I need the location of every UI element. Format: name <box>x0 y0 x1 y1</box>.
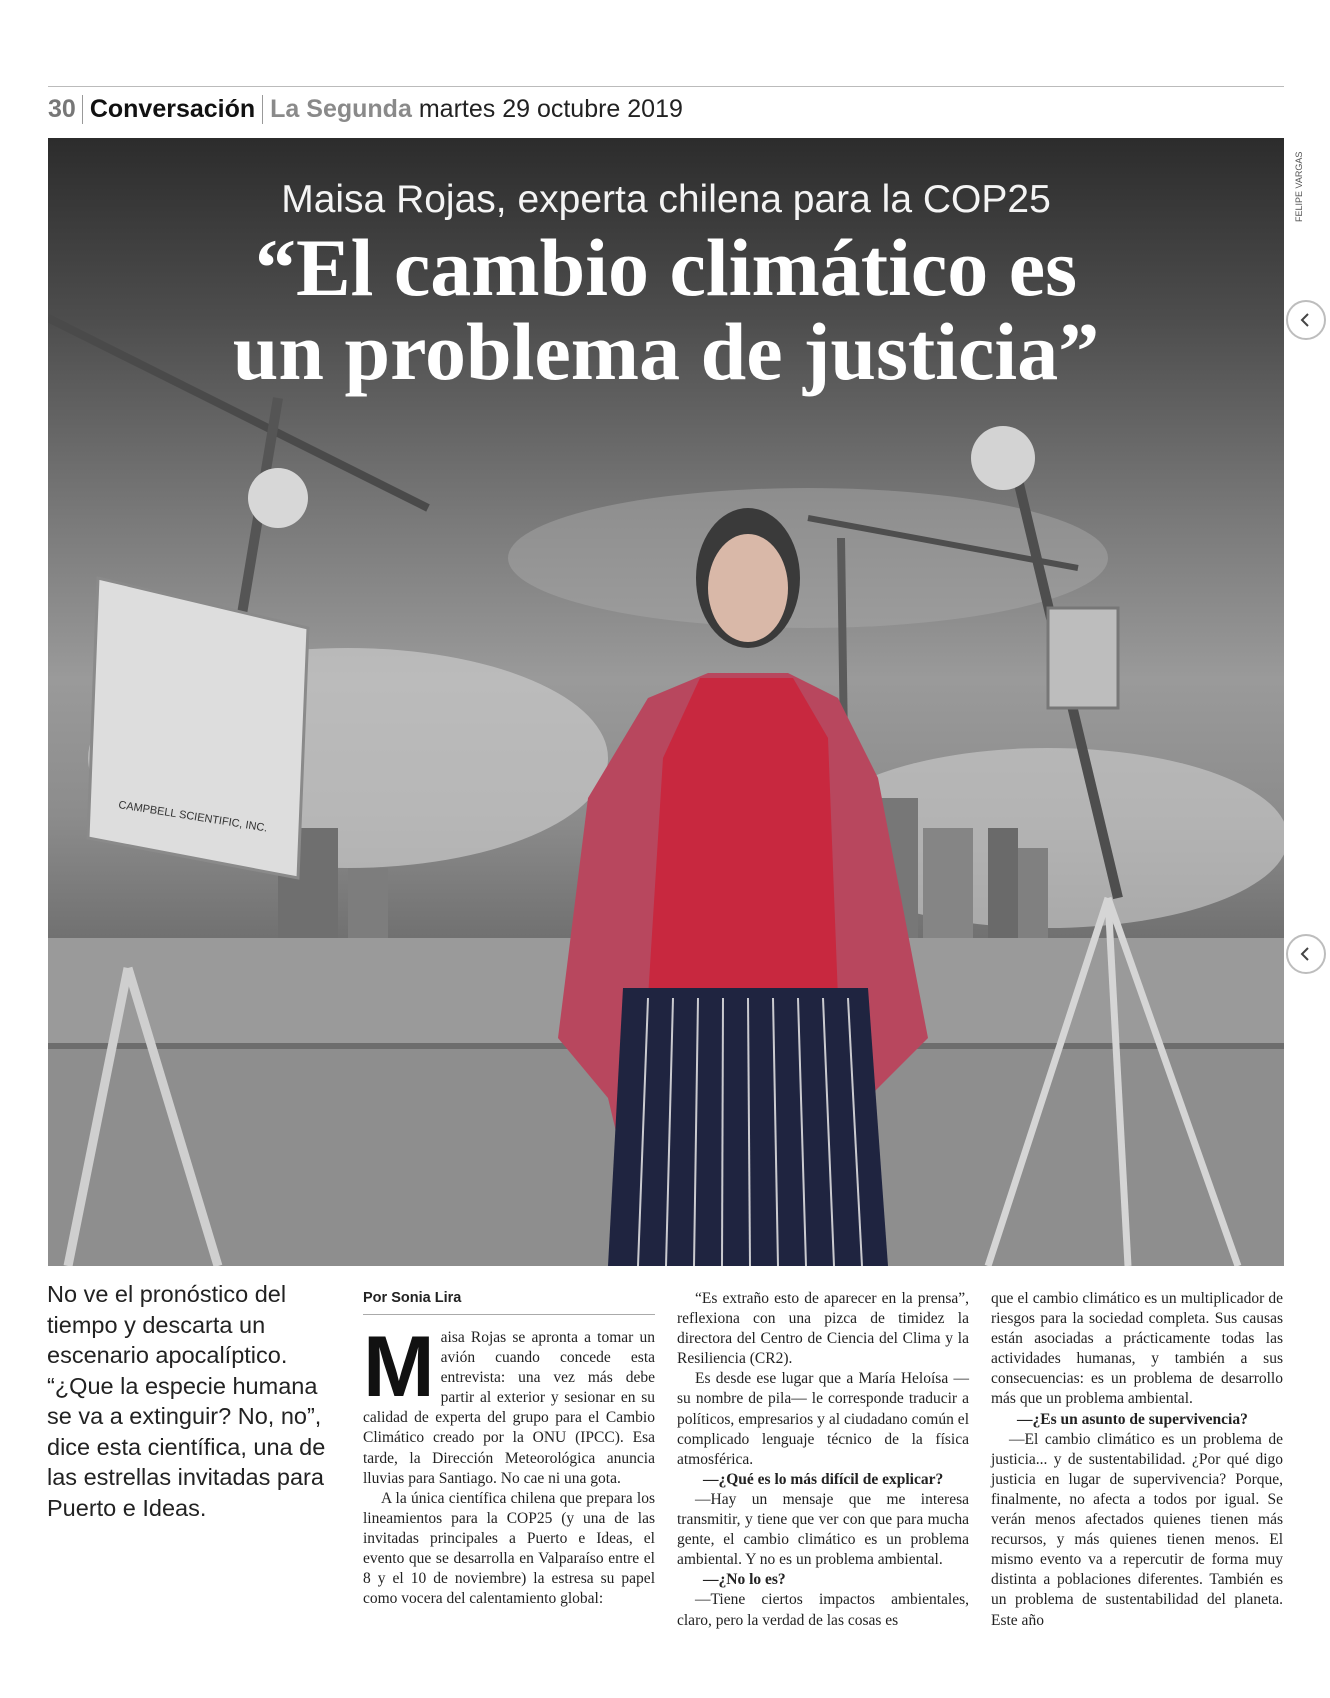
paragraph: —El cambio climático es un problema de justicia... y de sustentabilidad. ¿Por qué digo justicia en lugar de supervivencia? Porque, finalmente, no afecta a todos por igual. Se verán menos afectados quienes tienen más recursos, y más quienes tienen menos. El mismo evento va a repercutir de forma muy distinta a poblaciones diferentes. También es un problema de sustentabilidad del planeta. Este año <box>991 1430 1283 1629</box>
chevron-left-icon <box>1298 946 1314 962</box>
interview-question: —¿Es un asunto de supervivencia? <box>1017 1410 1248 1428</box>
paragraph: “Es extraño esto de aparecer en la prensa”, reflexiona con una pizca de timidez la directora del Centro de Ciencia del Clima y la Resiliencia (CR2). <box>677 1290 969 1368</box>
article-column-1 <box>363 1319 655 1609</box>
article-byline: Por Sonia Lira <box>363 1290 655 1315</box>
page-header <box>48 92 683 126</box>
paragraph: —Tiene ciertos impactos ambientales, claro, pero la verdad de las cosas es <box>677 1591 969 1629</box>
equipment-label: CAMPBELL SCIENTIFIC, INC. <box>117 799 269 835</box>
paragraph: que el cambio climático es un multiplicador de riesgos para la sociedad completa. Sus causas están asociadas a prácticamente todas las actividades humanas, y también a sus consecuencias: es un problema de desarrollo más que un problema ambiental. <box>991 1290 1283 1408</box>
photo-credit: FELIPE VARGAS <box>1294 151 1304 222</box>
article-column-2 <box>677 1289 969 1631</box>
interview-question: —¿No lo es? <box>703 1571 786 1589</box>
article-lead: No ve el pronóstico del tiempo y descarta un escenario apocalíptico. “¿Que la especie humana se va a extinguir? No, no”, dice esta científica, una de las estrellas invitadas para Puerto e Ideas. <box>47 1281 326 1521</box>
newspaper-name: La Segunda <box>270 94 412 123</box>
previous-arrow-button[interactable] <box>1286 300 1326 340</box>
paragraph: —Hay un mensaje que me interesa transmitir, y tiene que ver con que para mucha gente, el cambio climático es un problema ambiental. Y no es un problema ambiental. <box>677 1490 969 1569</box>
page-number: 30 <box>48 95 83 124</box>
previous-arrow-button-lower[interactable] <box>1286 934 1326 974</box>
header-rule <box>48 86 1284 87</box>
headline-line-1: “El cambio climático es <box>254 222 1078 313</box>
paragraph <box>363 1319 655 1489</box>
article-column-3 <box>991 1289 1283 1631</box>
article-headline <box>48 222 1284 397</box>
feature-photo <box>48 138 1284 1266</box>
paragraph-text: aisa Rojas se apronta a tomar un avión cuando concede esta entrevista: una vez más debe partir al exterior y sesionar en su calidad de experta del grupo para el Cambio Climático creado por la ONU (IPCC). Esa tarde, la Dirección Meteorológica anuncia lluvias para Santiago. No cae ni una gota. <box>363 1329 655 1487</box>
article-kicker: Maisa Rojas, experta chilena para la COP25 <box>281 178 1051 221</box>
drop-cap: M <box>363 1319 435 1415</box>
headline-line-2: un problema de justicia” <box>232 306 1100 397</box>
section-name: Conversación <box>83 95 263 124</box>
chevron-left-icon <box>1298 312 1314 328</box>
paragraph: A la única científica chilena que prepara los lineamientos para la COP25 (y una de las invitadas principales a Puerto e Ideas, el evento que se desarrolla en Valparaíso entre el 8 y el 10 de noviembre) la estresa su papel como vocera del calentamiento global: <box>363 1489 655 1608</box>
publication-date: martes 29 octubre 2019 <box>418 94 683 123</box>
paragraph: Es desde ese lugar que a María Heloísa —su nombre de pila— le corresponde traducir a políticos, empresarios y al ciudadano común el complicado lenguaje técnico de la física atmosférica. <box>677 1370 969 1468</box>
interview-question: —¿Qué es lo más difícil de explicar? <box>703 1470 944 1488</box>
